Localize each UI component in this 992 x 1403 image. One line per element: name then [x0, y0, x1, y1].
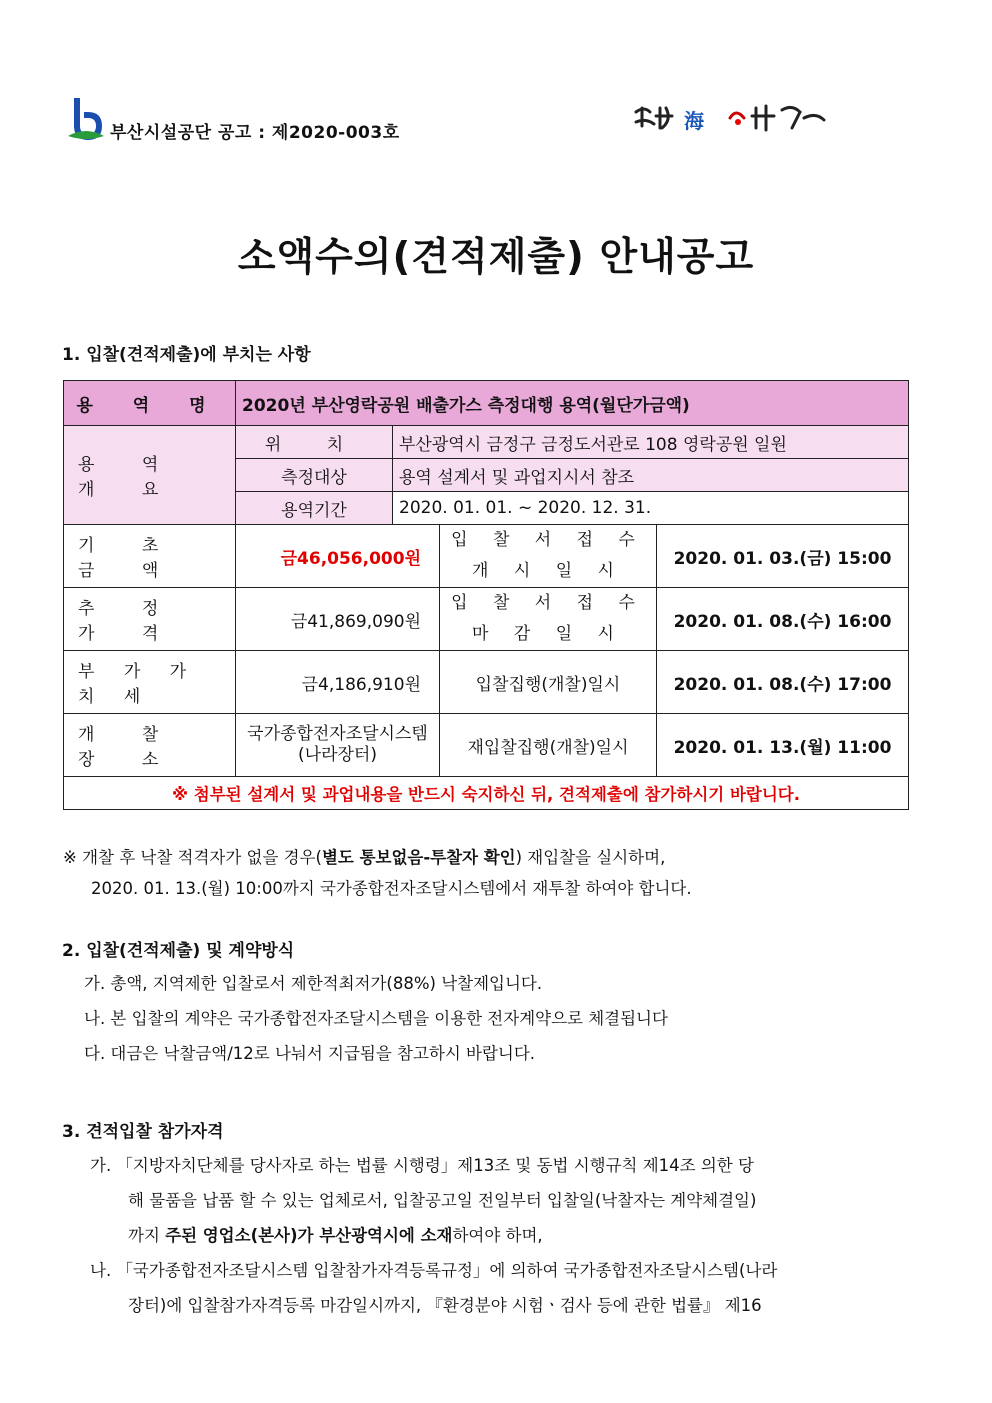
a3-pre: 까지 [128, 1226, 166, 1245]
bid-open-key-line1: 입 찰 서 접 수 [451, 530, 645, 550]
vat-label: 부 가 가 치 세 [64, 651, 236, 714]
vat-row [64, 651, 909, 714]
bid-open-date: 2020. 01. 03.(금) 15:00 [657, 525, 909, 588]
service-name-value: 2020년 부산영락공원 배출가스 측정대행 용역(월단가금액) [236, 381, 909, 426]
section2-list [84, 966, 668, 1071]
note-pre: ※ 개찰 후 낙찰 적격자가 없을 경우( [63, 848, 322, 867]
section3-item-a-line3 [90, 1218, 940, 1253]
announcement-number: 부산시설공단 공고 : 제2020-003호 [110, 123, 400, 143]
document-header [66, 96, 826, 146]
busan-facilities-logo-icon [66, 96, 106, 142]
bid-close-key [440, 588, 657, 651]
opening-place-line1: 국가종합전자조달시스템 [247, 724, 428, 744]
overview-label: 용 역 개 요 [64, 426, 236, 525]
opening-place-label: 개 찰 장 소 [64, 714, 236, 777]
opening-key: 입찰집행(개찰)일시 [440, 651, 657, 714]
svg-text:海: 海 [684, 109, 704, 133]
service-name-row [64, 381, 909, 426]
section3-item-a-line2: 해 물품을 납품 할 수 있는 업체로서, 입찰공고일 전일부터 입찰일(낙찰자는 계약체결일) [128, 1191, 757, 1210]
section2-heading: 2. 입찰(견적제출) 및 계약방식 [62, 941, 295, 961]
opening-place-row [64, 714, 909, 777]
estimated-price-label: 추 정 가 격 [64, 588, 236, 651]
section2-item: 다. 대금은 낙찰금액/12로 나눠서 지급됨을 참고하시 바랍니다. [84, 1044, 536, 1063]
note-post: ) 재입찰을 실시하며, [515, 848, 666, 867]
rebid-note-line1 [63, 842, 692, 873]
document-title: 소액수의(견적제출) 안내공고 [237, 235, 755, 280]
a3-bold: 주된 영업소(본사)가 부산광역시에 소재 [165, 1226, 453, 1245]
warning-text: ※ 첨부된 설계서 및 과업내용을 반드시 숙지하신 뒤, 견적제출에 참가하시기 바랍니다. [64, 777, 909, 810]
opening-place-value [236, 714, 440, 777]
opening-place-line2: (나라장터) [298, 745, 377, 765]
a3-post: 하여야 하며, [452, 1226, 543, 1245]
rebid-key: 재입찰집행(개찰)일시 [440, 714, 657, 777]
bid-close-key-line1: 입 찰 서 접 수 [451, 593, 645, 613]
period-value: 2020. 01. 01. ~ 2020. 12. 31. [393, 492, 909, 525]
busan-slogan-logo-icon [632, 98, 828, 138]
location-label: 위 치 [236, 426, 393, 459]
base-amount-label: 기 초 금 액 [64, 525, 236, 588]
bid-info-table [63, 380, 909, 810]
base-amount-row [64, 525, 909, 588]
section3-item-b-line1: 나. 「국가종합전자조달시스템 입찰참가자격등록규정」에 의하여 국가종합전자조달시스템(나라 [90, 1261, 778, 1280]
base-amount-value: 금46,056,000원 [236, 525, 440, 588]
period-label: 용역기간 [236, 492, 393, 525]
rebid-note-line2: 2020. 01. 13.(월) 10:00까지 국가종합전자조달시스템에서 재투찰 하여야 합니다. [91, 879, 692, 898]
target-label: 측정대상 [236, 459, 393, 492]
opening-date: 2020. 01. 08.(수) 17:00 [657, 651, 909, 714]
section2-item: 나. 본 입찰의 계약은 국가종합전자조달시스템을 이용한 전자계약으로 체결됩니다 [84, 1009, 668, 1028]
bid-open-key [440, 525, 657, 588]
warning-row [64, 777, 909, 810]
target-value: 용역 설계서 및 과업지시서 참조 [393, 459, 909, 492]
service-name-label: 용 역 명 [64, 381, 236, 426]
location-value: 부산광역시 금정구 금정도서관로 108 영락공원 일원 [393, 426, 909, 459]
note-bold: 별도 통보없음-투찰자 확인 [321, 848, 516, 867]
vat-value: 금4,186,910원 [236, 651, 440, 714]
section3-heading: 3. 견적입찰 참가자격 [62, 1122, 224, 1142]
rebid-note [63, 842, 692, 904]
section3-list [90, 1148, 940, 1323]
bid-open-key-line2: 개 시 일 시 [472, 561, 624, 581]
overview-row [64, 426, 909, 459]
estimated-price-value: 금41,869,090원 [236, 588, 440, 651]
bid-close-date: 2020. 01. 08.(수) 16:00 [657, 588, 909, 651]
section3-item-b-line2: 장터)에 입찰참가자격등록 마감일시까지, 『환경분야 시험ㆍ검사 등에 관한 법률』 제16 [128, 1296, 762, 1315]
section1-heading: 1. 입찰(견적제출)에 부치는 사항 [62, 345, 311, 365]
bid-close-key-line2: 마 감 일 시 [472, 624, 624, 644]
estimated-price-row [64, 588, 909, 651]
rebid-date: 2020. 01. 13.(월) 11:00 [657, 714, 909, 777]
section3-item-a-line1: 가. 「지방자치단체를 당사자로 하는 법률 시행령」제13조 및 동법 시행규칙 제14조 의한 당 [90, 1156, 754, 1175]
section2-item: 가. 총액, 지역제한 입찰로서 제한적최저가(88%) 낙찰제입니다. [84, 974, 543, 993]
